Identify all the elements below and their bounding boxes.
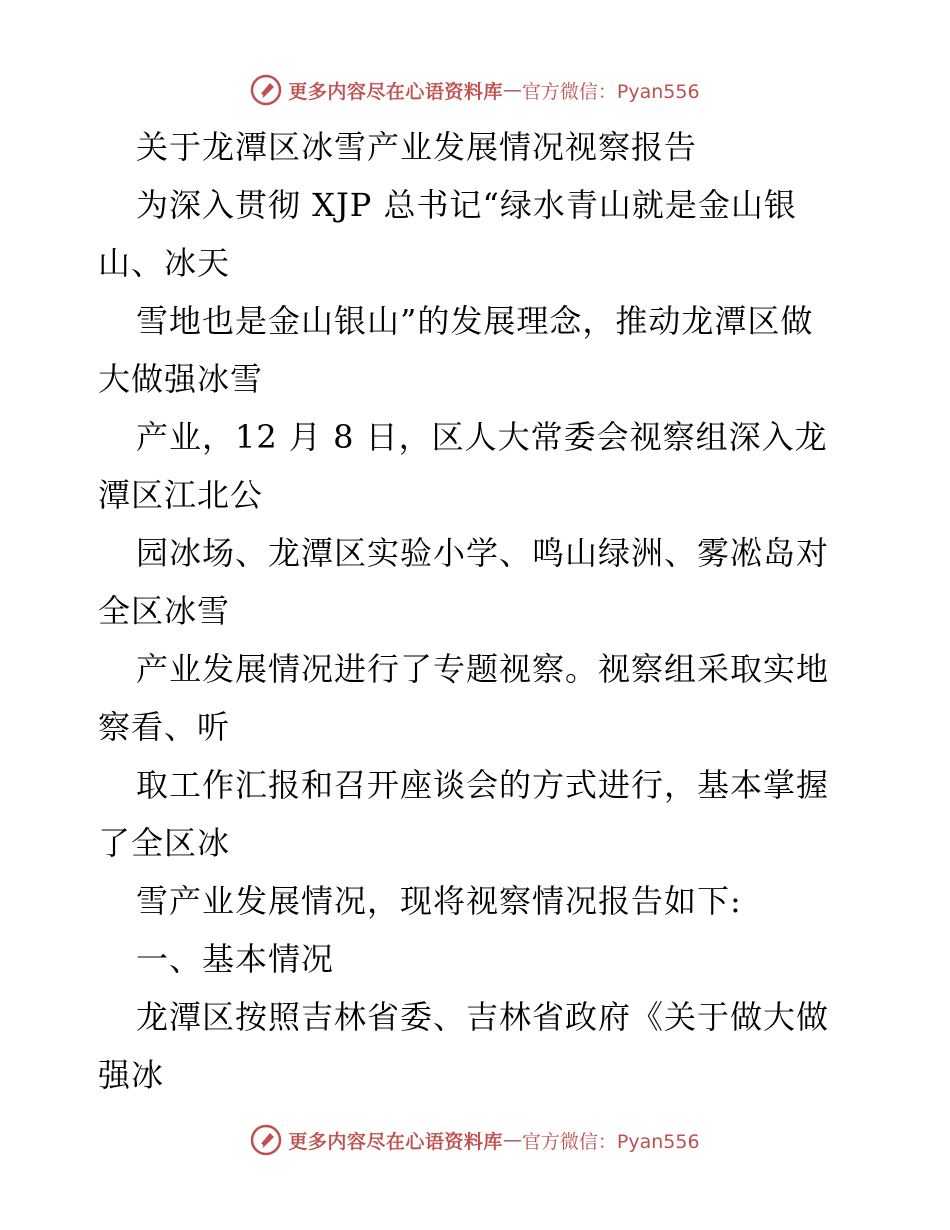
doc-line: 了全区冰 bbox=[98, 824, 231, 862]
footer-brand-text: 更多内容尽在心语资料库 bbox=[288, 1130, 503, 1153]
pen-nib-logo-icon bbox=[250, 1124, 282, 1156]
doc-line: 园冰场、龙潭区实验小学、鸣山绿洲、雾凇岛对 bbox=[136, 534, 830, 572]
doc-title: 关于龙潭区冰雪产业发展情况视察报告 bbox=[136, 128, 698, 166]
doc-line: 潭区江北公 bbox=[98, 476, 264, 514]
footer-wechat-text: 官方微信：Pyan556 bbox=[521, 1130, 700, 1153]
document-body bbox=[98, 118, 858, 1104]
header-brand-text: 更多内容尽在心语资料库 bbox=[288, 80, 503, 103]
footer-separator: — bbox=[502, 1129, 522, 1151]
section-heading: 一、基本情况 bbox=[136, 940, 335, 978]
doc-line: 察看、听 bbox=[98, 708, 231, 746]
header-separator: — bbox=[502, 79, 522, 101]
header-banner bbox=[0, 70, 950, 110]
doc-line: 强冰 bbox=[98, 1056, 165, 1094]
doc-line: 龙潭区按照吉林省委、吉林省政府《关于做大做 bbox=[136, 998, 830, 1036]
doc-line: 雪产业发展情况，现将视察情况报告如下: bbox=[136, 882, 742, 920]
doc-line: 产业，12 月 8 日，区人大常委会视察组深入龙 bbox=[136, 418, 828, 456]
doc-line: 雪地也是金山银山”的发展理念，推动龙潭区做 bbox=[136, 302, 814, 340]
doc-line: 大做强冰雪 bbox=[98, 360, 264, 398]
doc-line: 产业发展情况进行了专题视察。视察组采取实地 bbox=[136, 650, 830, 688]
doc-line: 全区冰雪 bbox=[98, 592, 231, 630]
header-wechat-text: 官方微信：Pyan556 bbox=[521, 80, 700, 103]
pen-nib-logo-icon bbox=[250, 74, 282, 106]
doc-line: 为深入贯彻 XJP 总书记“绿水青山就是金山银 bbox=[136, 186, 797, 224]
footer-banner bbox=[0, 1120, 950, 1160]
doc-line: 取工作汇报和召开座谈会的方式进行，基本掌握 bbox=[136, 766, 830, 804]
doc-line: 山、冰天 bbox=[98, 244, 231, 282]
